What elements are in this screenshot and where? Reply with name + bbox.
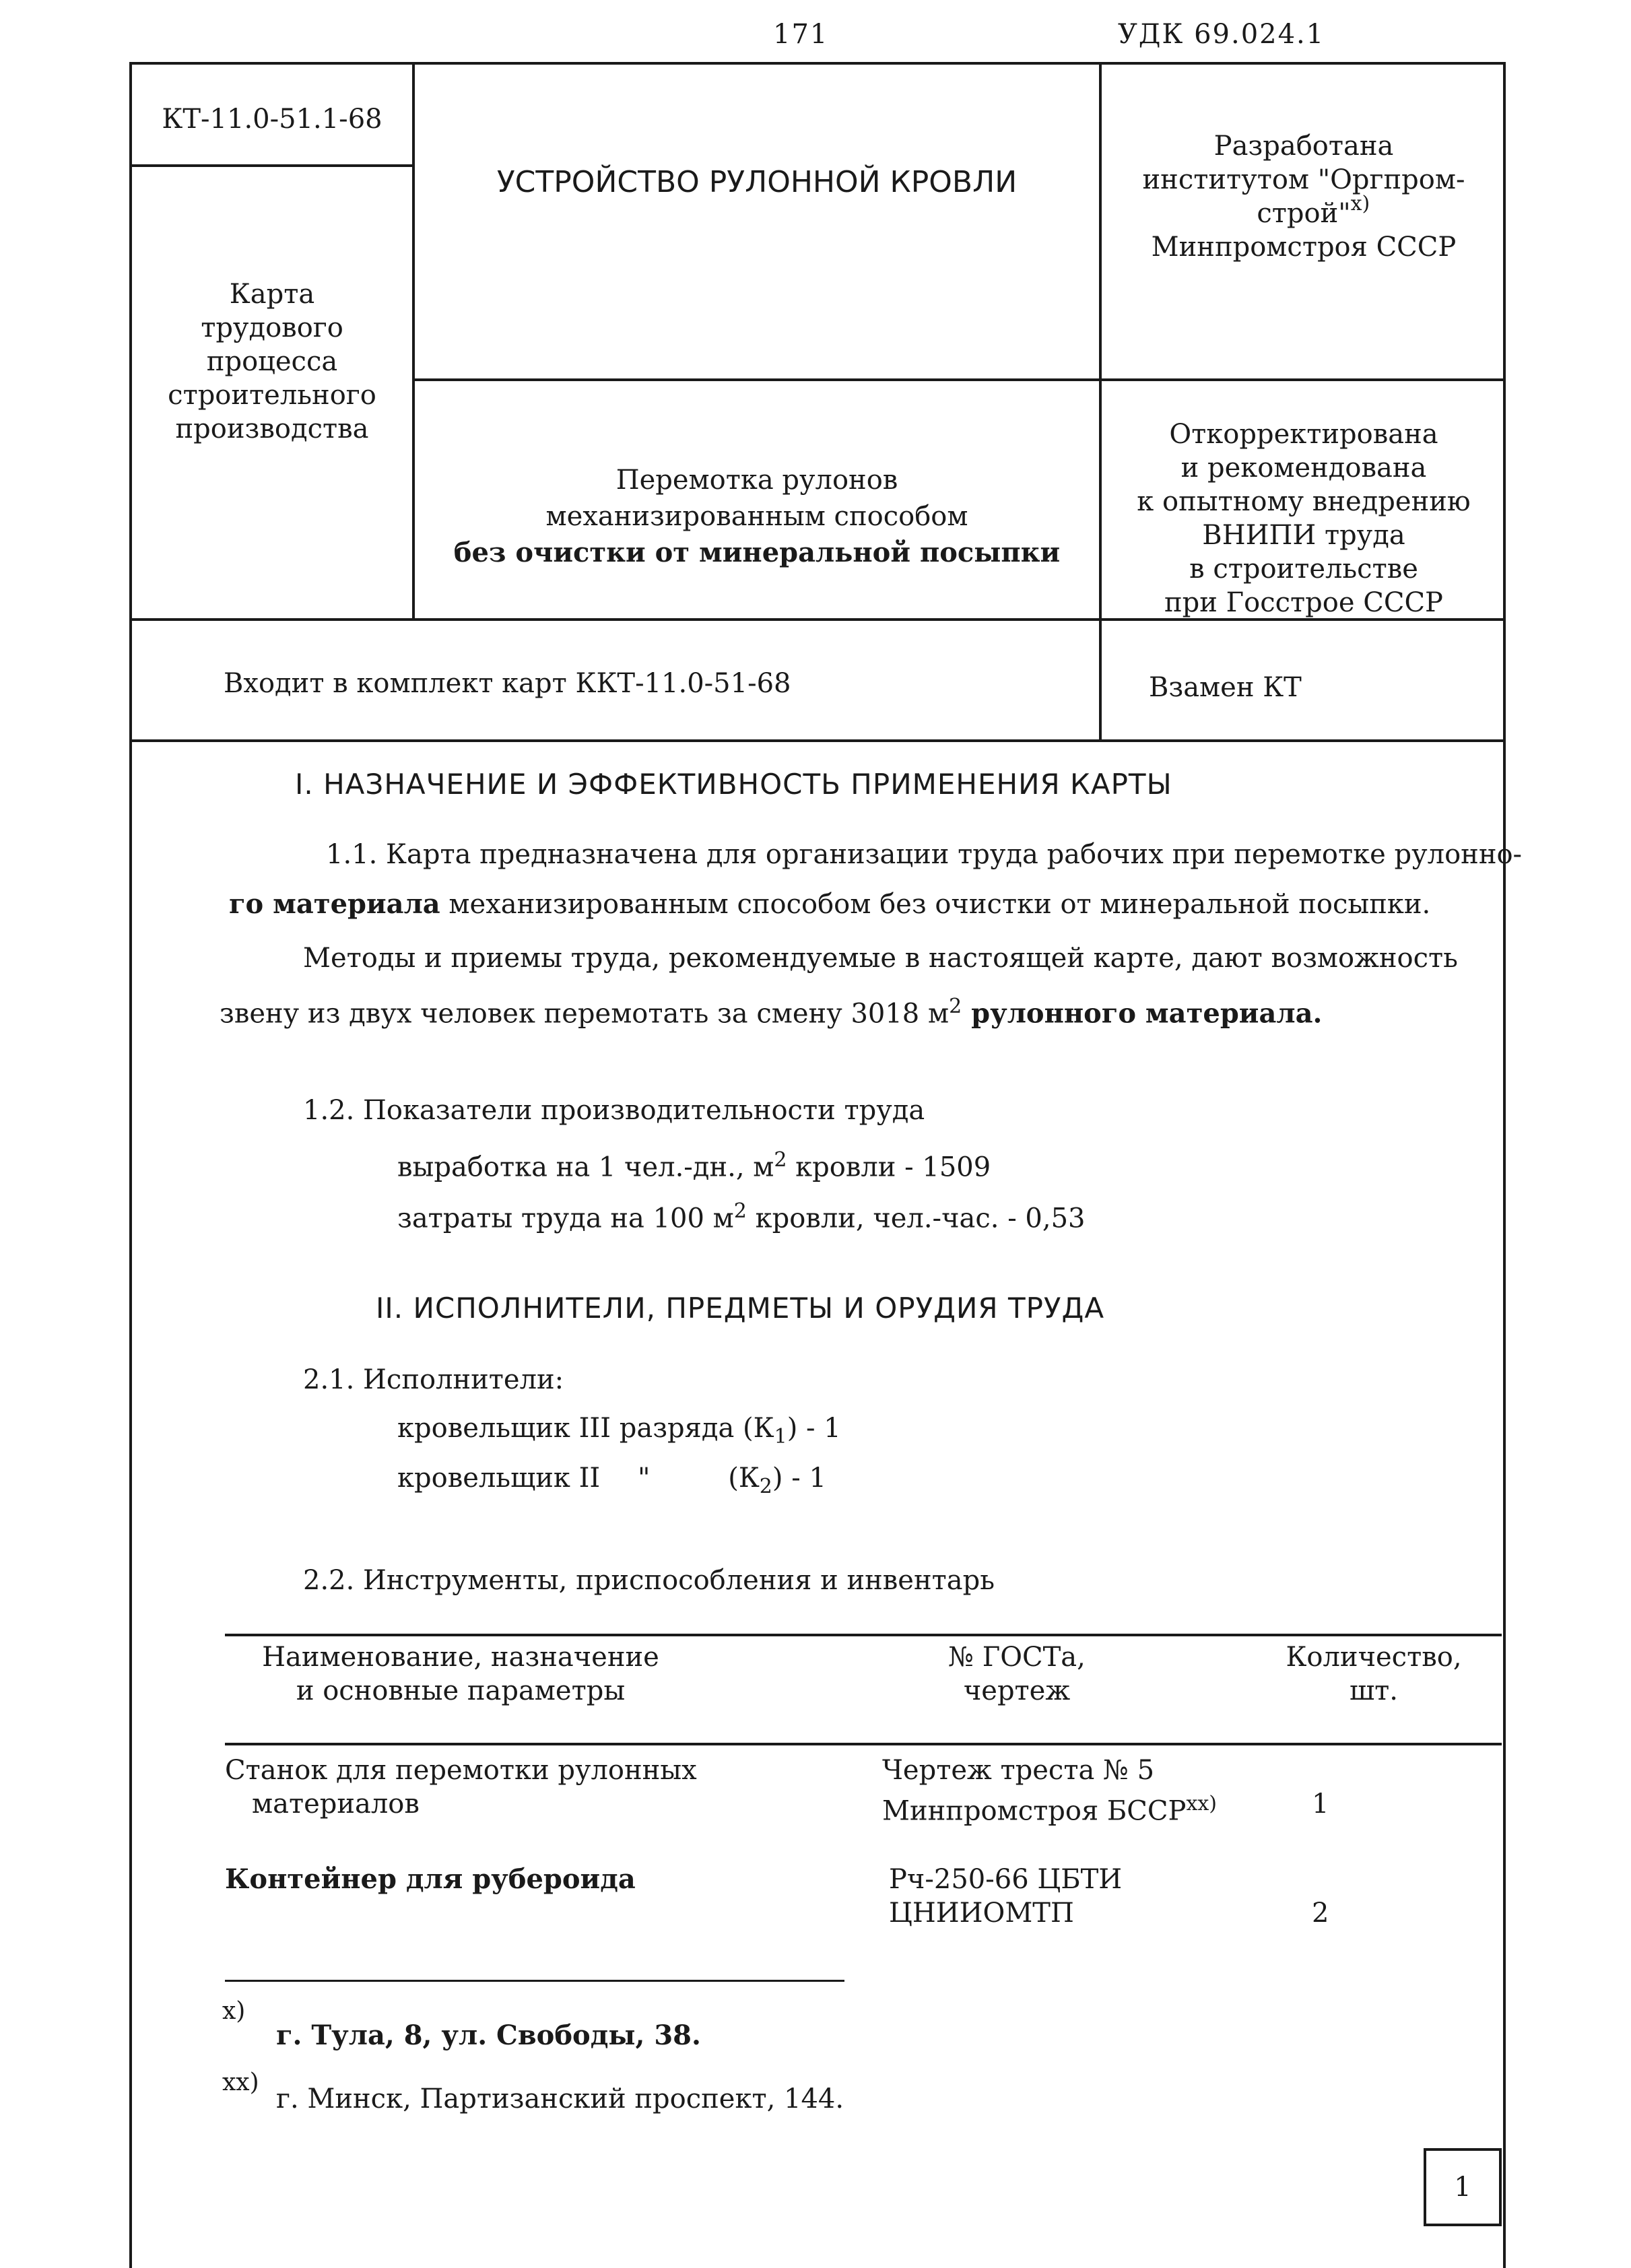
footnote-2-text: г. Минск, Партизанский проспект, 144. (276, 2083, 844, 2114)
labor-cost-indicator: затраты труда на 100 $м^2$ кровли, чел.-час. - 0,53 (397, 1199, 1086, 1234)
replaces-note: Взамен КТ (1149, 672, 1302, 703)
document-subtitle: Перемотка рулонов механизированным способом без очистки от минеральной посыпки (453, 465, 1061, 568)
paragraph-2-2-title: 2.2. Инструменты, приспособления и инвентарь (303, 1565, 995, 1596)
set-note: Входит в комплект карт ККТ-11.0-51-68 (224, 668, 791, 699)
footnote-1-text: г. Тула, 8, ул. Свободы, 38. (276, 2020, 701, 2051)
worker-2: кровельщик II " $(К_2) - 1$ (397, 1463, 826, 1498)
table-row-2-gost: Рч-250-66 ЦБТИ ЦНИИОМТП (889, 1864, 1123, 1929)
paragraph-1-2-title: 1.2. Показатели производительности труда (303, 1095, 925, 1126)
grid-line (412, 378, 1506, 381)
grid-line (129, 164, 415, 167)
worker-1: кровельщик III разряда $(К_1) - 1$ (397, 1413, 841, 1448)
udk-code: УДК 69.024.1 (1118, 19, 1325, 50)
footnote-rule (225, 1980, 844, 1982)
table-row-1-qty: 1 (1312, 1789, 1329, 1820)
grid-line (129, 739, 1506, 742)
page-number: 171 (773, 19, 829, 50)
section-1-heading: I. НАЗНАЧЕНИЕ И ЭФФЕКТИВНОСТЬ ПРИМЕНЕНИЯ КАРТЫ (295, 768, 1172, 801)
card-code: КТ-11.0-51.1-68 (162, 104, 382, 135)
table-header-rule (225, 1743, 1502, 1745)
corrector-block: Откорректирована и рекомендована к опытному внедрению ВНИПИ труда в строительстве при Госстрое СССР (1137, 419, 1471, 618)
table-row-2-qty: 2 (1312, 1898, 1329, 1929)
paragraph-methods-line1: Методы и приемы труда, рекомендуемые в настоящей карте, дают возможность (303, 943, 1458, 974)
developer-block: Разработана институтом "Оргпром- строй" х) Минпромстроя СССР (1142, 131, 1465, 263)
document-type: Карта трудового процесса строительного производства (168, 279, 376, 444)
table-top-rule (225, 1634, 1502, 1636)
table-header-name: Наименование, назначение и основные параметры (262, 1642, 659, 1706)
paragraph-2-1-title: 2.1. Исполнители: (303, 1364, 564, 1395)
page-number-box: 1 (1424, 2148, 1502, 2226)
footnote-2-mark: хх) (222, 2069, 259, 2096)
section-2-heading: II. ИСПОЛНИТЕЛИ, ПРЕДМЕТЫ И ОРУДИЯ ТРУДА (376, 1292, 1105, 1325)
footnote-1-mark: х) (222, 1997, 246, 2025)
table-row-1-name: Станок для перемотки рулонных материалов (225, 1755, 697, 1820)
output-indicator: выработка на 1 чел.-дн., $м^2$ кровли - 1509 (397, 1148, 991, 1183)
paragraph-1-1-line1: 1.1. Карта предназначена для организации труда рабочих при перемотке рулонно- (326, 839, 1523, 870)
table-row-2-name: Контейнер для рубероида (225, 1863, 636, 1895)
paragraph-1-1-line2: го материала механизированным способом без очистки от минеральной посыпки. (229, 888, 1431, 920)
table-row-1-gost: Чертеж треста № 5 Минпромстроя $БССР^{хх)}$ (882, 1755, 1217, 1827)
table-header-gost: № ГОСТа, чертеж (948, 1642, 1086, 1706)
document-title: УСТРОЙСТВО РУЛОННОЙ КРОВЛИ (496, 165, 1018, 199)
paragraph-methods-line2: звену из двух человек перемотать за смену 3018 $м^2$ рулонного материала. (220, 995, 1323, 1030)
table-header-qty: Количество, шт. (1286, 1642, 1462, 1706)
